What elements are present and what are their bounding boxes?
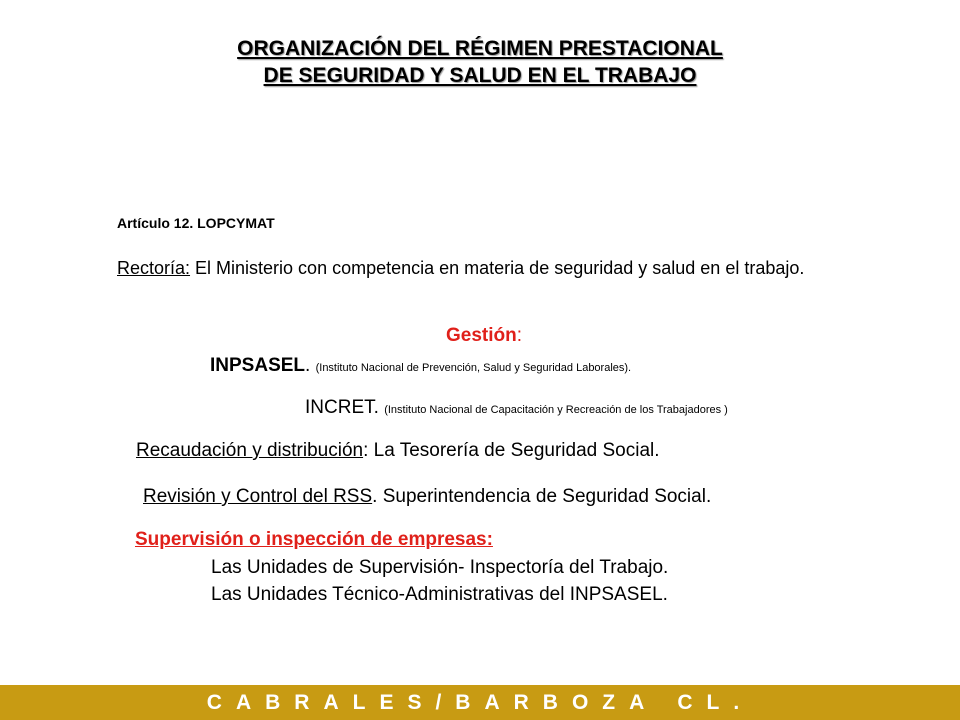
revision-line <box>143 486 711 508</box>
page-title <box>0 35 960 89</box>
rectoria-label: Rectoría: <box>117 258 191 278</box>
inpsasel-detail: (Instituto Nacional de Prevención, Salud y Seguridad Laborales). <box>315 362 632 374</box>
incret-name: INCRET. <box>305 397 385 418</box>
supervision-item-1: Las Unidades de Supervisión- Inspectoría del Trabajo. <box>211 557 669 578</box>
supervision-label: Supervisión o inspección de empresas: <box>135 529 493 550</box>
revision-label: Revisión y Control del RSS <box>143 486 373 507</box>
incret-line <box>305 397 728 419</box>
rectoria-text: El Ministerio con competencia en materia de seguridad y salud en el trabajo. <box>190 258 805 278</box>
supervision-item-2: Las Unidades Técnico-Administrativas del INPSASEL. <box>211 584 668 605</box>
gestion-colon: : <box>516 325 523 346</box>
revision-text: . Superintendencia de Seguridad Social. <box>372 486 712 507</box>
inpsasel-line <box>210 355 631 377</box>
recaudacion-label: Recaudación y distribución <box>136 440 364 461</box>
recaudacion-text: : La Tesorería de Seguridad Social. <box>363 440 660 461</box>
incret-detail: (Instituto Nacional de Capacitación y Recreación de los Trabajadores ) <box>384 404 728 416</box>
gestion-label: Gestión <box>446 325 517 346</box>
inpsasel-name: INPSASEL <box>210 355 306 376</box>
inpsasel-dot: . <box>305 355 316 376</box>
title-line-1: ORGANIZACIÓN DEL RÉGIMEN PRESTACIONAL <box>237 37 723 60</box>
footer-bar <box>0 685 960 720</box>
gestion-heading <box>446 325 522 347</box>
rectoria-paragraph <box>117 254 875 282</box>
title-line-2: DE SEGURIDAD Y SALUD EN EL TRABAJO <box>263 64 697 87</box>
article-label: Artículo 12. LOPCYMAT <box>117 215 275 231</box>
recaudacion-line <box>136 440 660 462</box>
footer-text: CABRALES/BARBOZA CL. <box>206 691 754 714</box>
